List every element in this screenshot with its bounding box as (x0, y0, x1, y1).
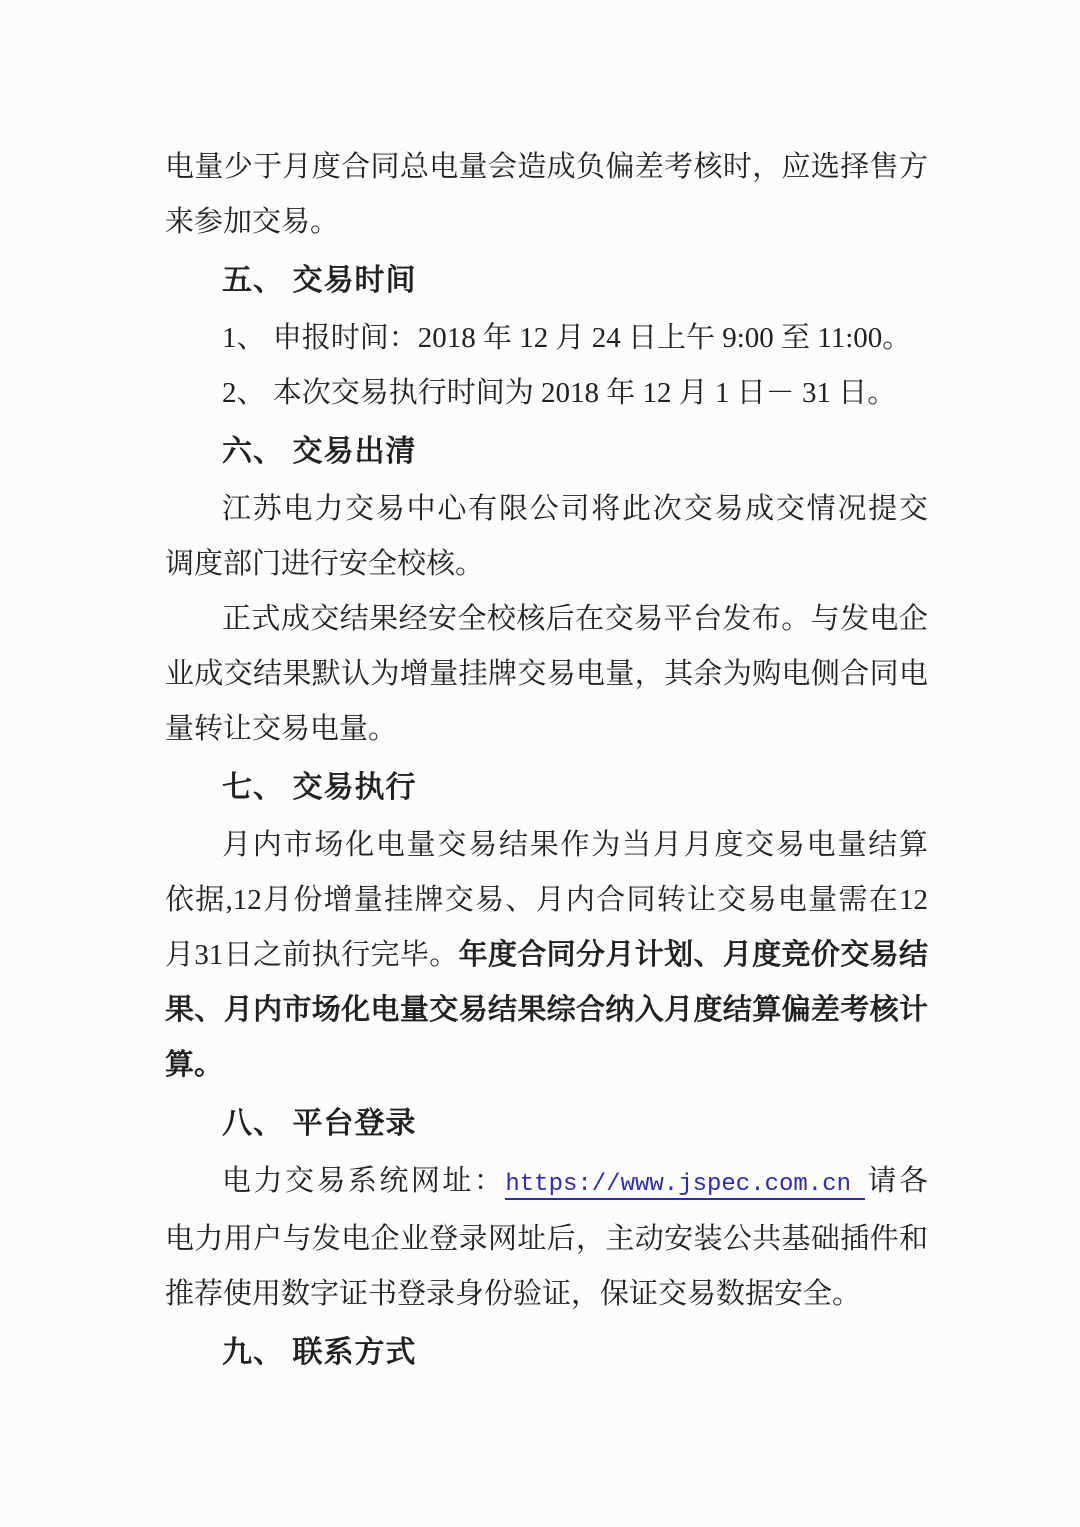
text-line (165, 1267, 928, 1322)
text-run: 月31日之前执行完毕。 (165, 939, 459, 971)
text-line (165, 873, 928, 928)
text-run: 六、 交易出清 (222, 435, 417, 468)
text-run: 九、 联系方式 (222, 1336, 417, 1369)
text-run: 1、 申报时间：2018 年 12 月 24 日上午 9:00 至 11:00。 (222, 322, 912, 354)
text-line (165, 983, 928, 1038)
text-line (165, 928, 928, 983)
text-line (165, 537, 928, 592)
text-run: 电力用户与发电企业登录网址后，主动安装公共基础插件和 (165, 1223, 928, 1255)
text-run: 月内市场化电量交易结果作为当月月度交易电量结算 (222, 829, 928, 861)
text-line (165, 1154, 928, 1212)
text-line (165, 482, 928, 537)
document-body (165, 0, 928, 1383)
text-line (165, 311, 928, 366)
text-run: 业成交结果默认为增量挂牌交易电量，其余为购电侧合同电 (165, 658, 928, 690)
text-run: 请各 (865, 1165, 928, 1197)
section-heading (165, 424, 928, 479)
text-line (165, 1038, 928, 1093)
text-line (165, 592, 928, 647)
text-run: 电力交易系统网址： (222, 1165, 506, 1197)
text-run: 五、 交易时间 (222, 264, 417, 297)
section-heading (165, 253, 928, 308)
text-run: 依据,12月份增量挂牌交易、月内合同转让交易电量需在12 (165, 884, 928, 916)
text-line (165, 195, 928, 250)
text-run: 推荐使用数字证书登录身份验证，保证交易数据安全。 (165, 1278, 862, 1310)
bold-text-run: 年度合同分月计划、月度竞价交易结 (458, 939, 928, 971)
text-line (165, 140, 928, 195)
section-heading (165, 1325, 928, 1380)
text-run: 量转让交易电量。 (165, 713, 398, 745)
platform-url-link[interactable]: https://www.jspec.com.cn (505, 1171, 865, 1200)
text-run: 正式成交结果经安全校核后在交易平台发布。与发电企 (222, 603, 928, 635)
text-run: 江苏电力交易中心有限公司将此次交易成交情况提交 (222, 493, 928, 525)
section-heading (165, 1096, 928, 1151)
section-heading (165, 760, 928, 815)
text-run: 2、 本次交易执行时间为 2018 年 12 月 1 日－ 31 日。 (222, 377, 897, 409)
text-line (165, 647, 928, 702)
text-run: 调度部门进行安全校核。 (165, 548, 485, 580)
text-run: 来参加交易。 (165, 206, 340, 238)
text-line (165, 1212, 928, 1267)
text-line (165, 366, 928, 421)
bold-text-run: 果、月内市场化电量交易结果综合纳入月度结算偏差考核计 (165, 994, 928, 1026)
bold-text-run: 算。 (165, 1049, 224, 1081)
text-run: 八、 平台登录 (222, 1107, 417, 1140)
text-line (165, 702, 928, 757)
text-run: 七、 交易执行 (222, 771, 417, 804)
text-line (165, 818, 928, 873)
text-run: 电量少于月度合同总电量会造成负偏差考核时，应选择售方 (165, 151, 928, 183)
